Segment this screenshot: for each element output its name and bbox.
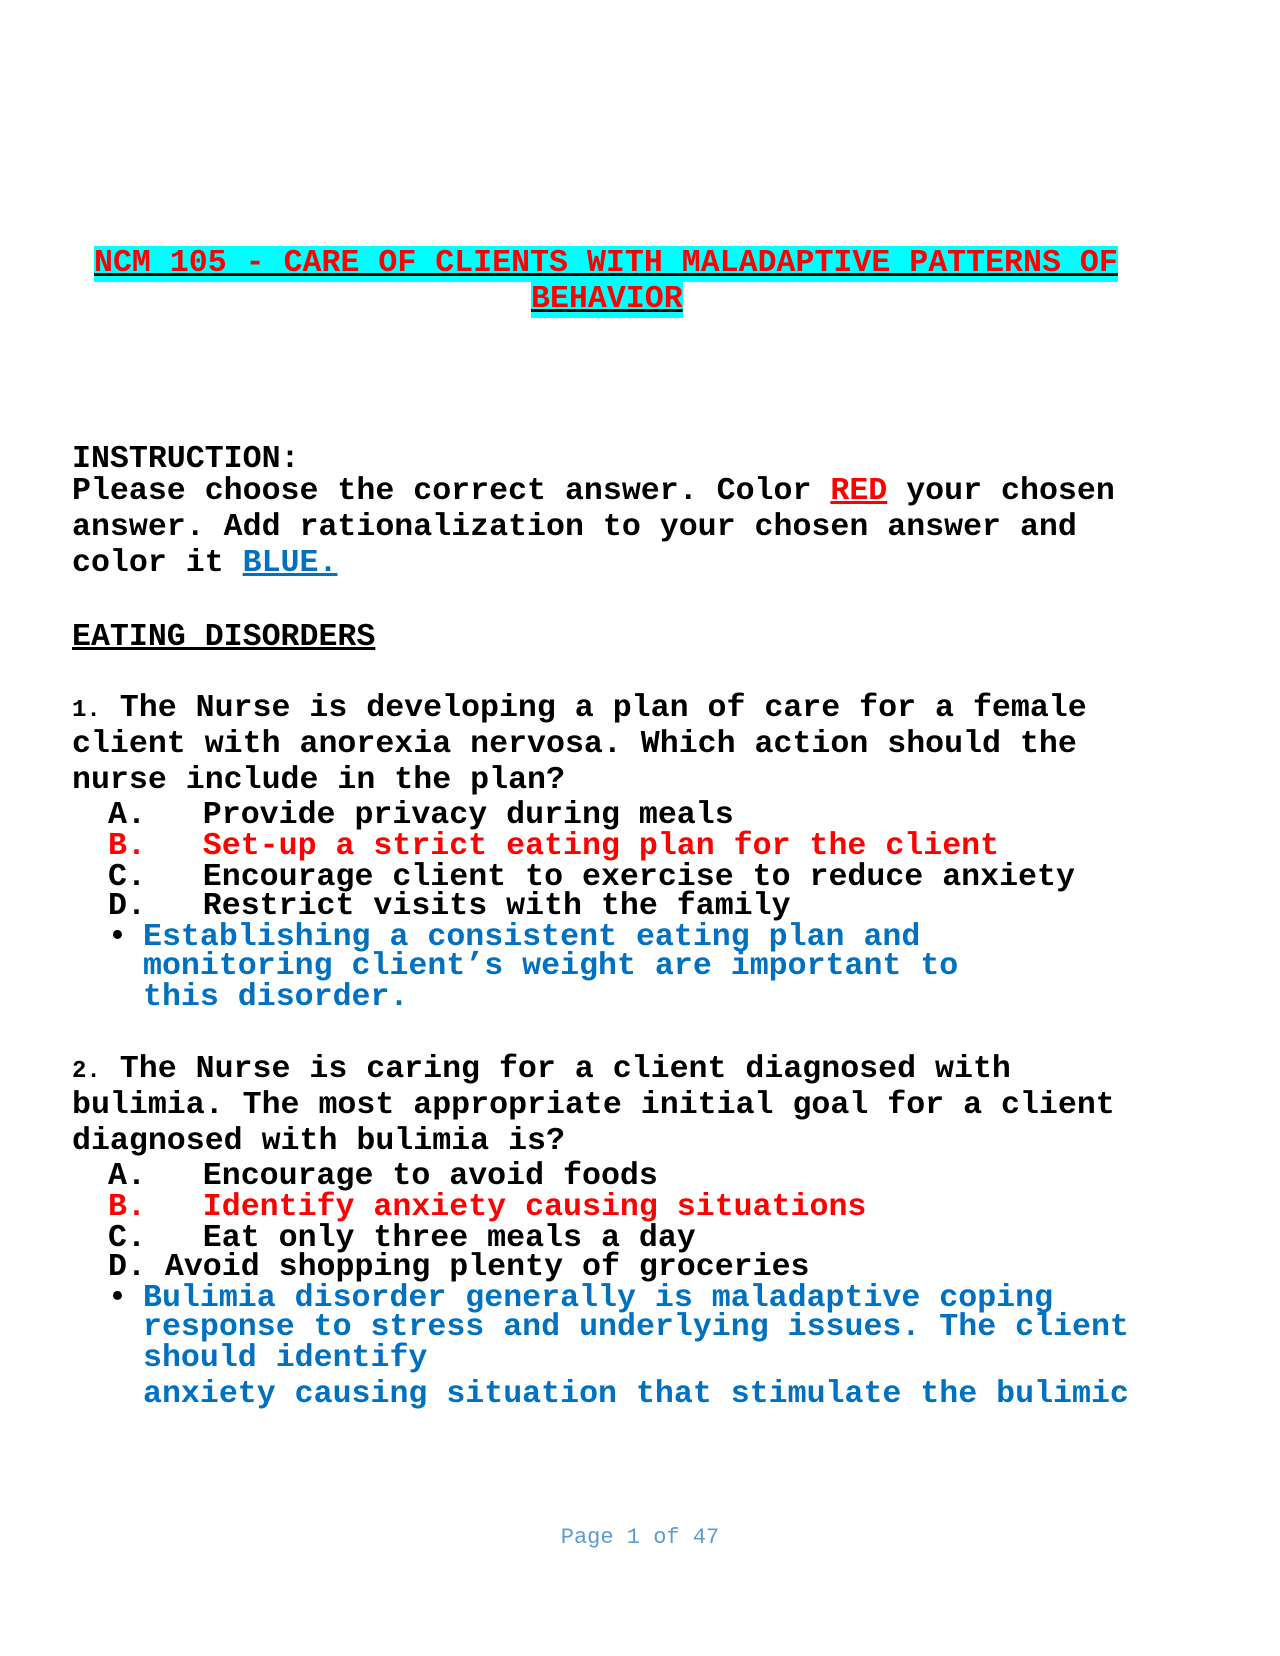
question-line <box>72 691 1087 729</box>
question-line: nurse include in the plan? <box>72 763 565 798</box>
text: color it <box>72 546 243 581</box>
rationale-line: this disorder. <box>143 980 409 1015</box>
text: The Nurse is caring for a client diagnosed with <box>100 1052 1011 1087</box>
question-line <box>72 1052 1011 1090</box>
red-keyword: RED <box>830 474 888 509</box>
instruction-line-1 <box>72 474 1115 510</box>
rationale-line: anxiety causing situation that stimulate the bulimic <box>143 1377 1129 1412</box>
option-a: A. Encourage to avoid foods <box>108 1159 658 1194</box>
bullet-icon: • <box>108 920 127 955</box>
bullet-icon: • <box>108 1281 127 1316</box>
option-c: C. Eat only three meals a day <box>108 1221 696 1256</box>
rationale-line: response to stress and underlying issues. The client <box>143 1310 1129 1345</box>
option-b-selected: B. Set-up a strict eating plan for the client <box>108 829 1000 864</box>
question-line: diagnosed with bulimia is? <box>72 1124 565 1159</box>
option-a: A. Provide privacy during meals <box>108 798 734 833</box>
rationale-line: Establishing a consistent eating plan and <box>143 920 921 955</box>
blue-keyword: BLUE. <box>242 546 338 581</box>
rationale-line: Bulimia disorder generally is maladaptive coping <box>143 1281 1054 1316</box>
title-line-1: NCM 105 - CARE OF CLIENTS WITH MALADAPTIVE PATTERNS OF <box>94 246 1118 281</box>
question-number: 2. <box>72 1058 101 1085</box>
instruction-line-2: answer. Add rationalization to your chosen answer and <box>72 510 1077 545</box>
instruction-line-3 <box>72 546 337 582</box>
option-d: D. Restrict visits with the family <box>108 889 791 924</box>
rationale-line: monitoring client’s weight are important to <box>143 949 959 984</box>
question-line: bulimia. The most appropriate initial goal for a client <box>72 1088 1115 1123</box>
title-line-2: BEHAVIOR <box>531 282 683 317</box>
instruction-heading: INSTRUCTION: <box>72 442 300 477</box>
page-number: Page 1 of 47 <box>560 1525 720 1550</box>
text: your chosen <box>887 474 1115 509</box>
option-b-selected: B. Identify anxiety causing situations <box>108 1190 867 1225</box>
section-heading: EATING DISORDERS <box>72 620 376 655</box>
text: The Nurse is developing a plan of care for a female <box>100 691 1087 726</box>
option-c: C. Encourage client to exercise to reduce anxiety <box>108 860 1075 895</box>
question-line: client with anorexia nervosa. Which action should the <box>72 727 1077 762</box>
question-number: 1. <box>72 697 101 724</box>
option-d: D. Avoid shopping plenty of groceries <box>108 1250 810 1285</box>
rationale-line: should identify <box>143 1341 428 1376</box>
text: Please choose the correct answer. Color <box>72 474 831 509</box>
